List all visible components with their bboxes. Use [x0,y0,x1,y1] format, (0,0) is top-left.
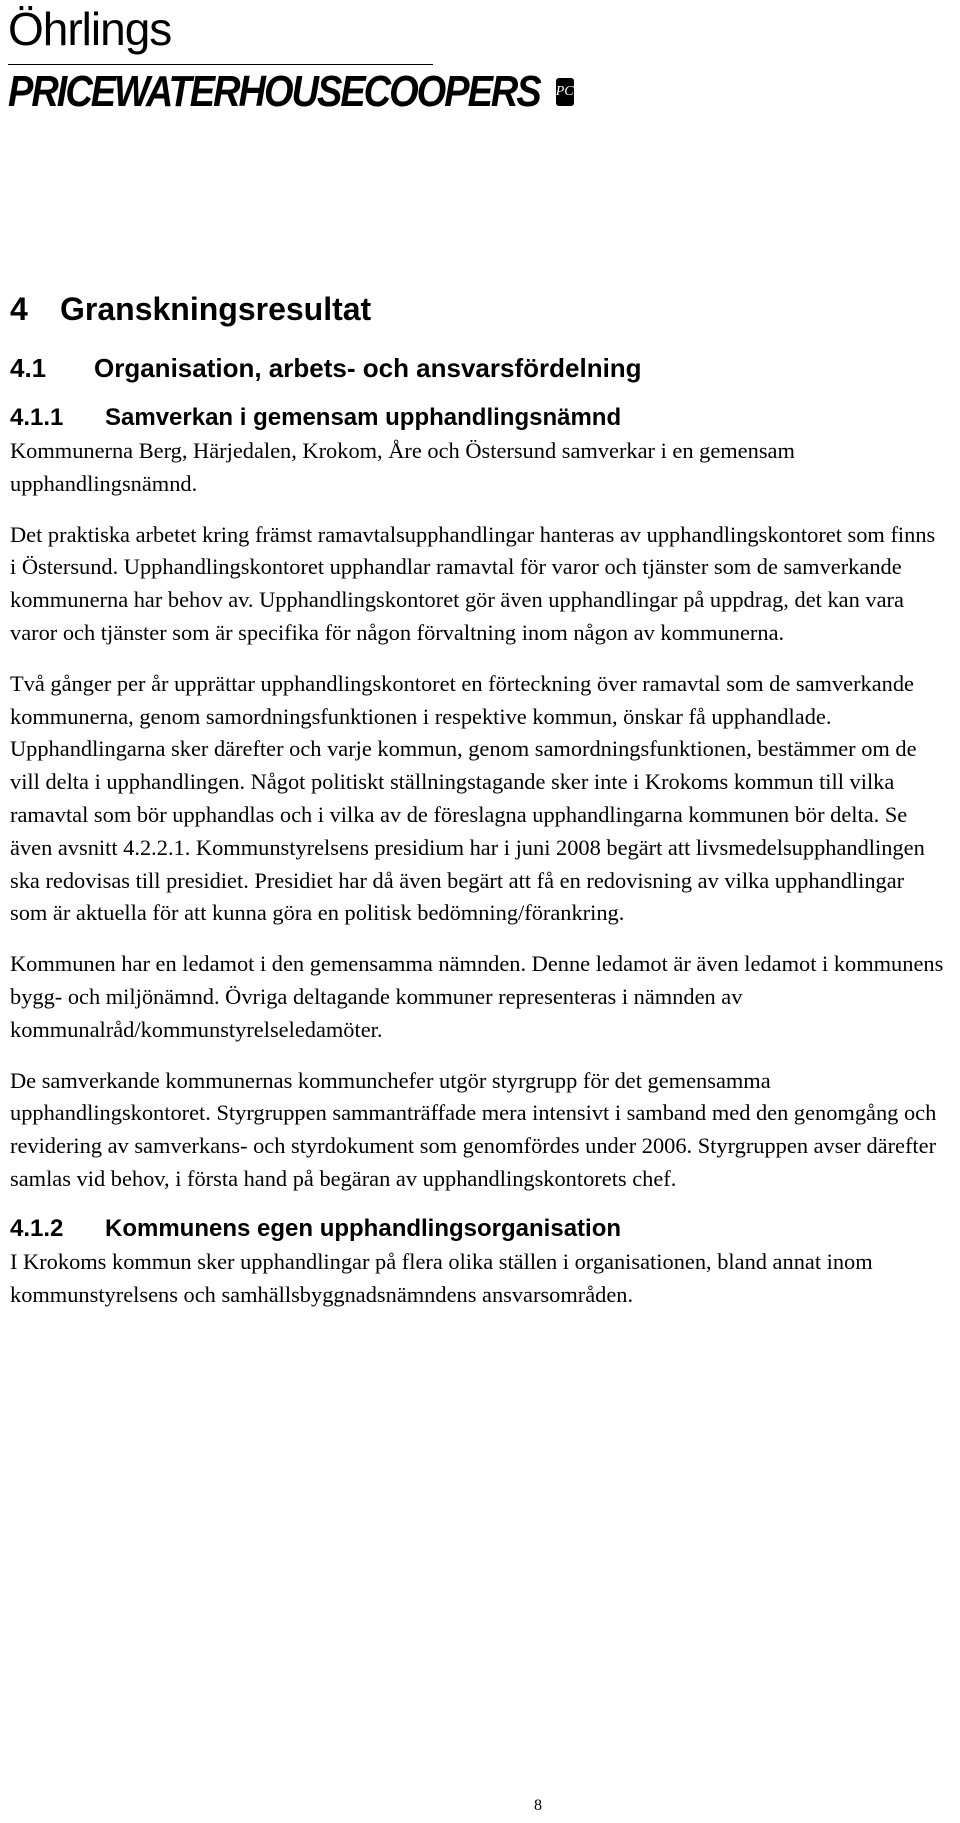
section-heading [10,352,945,384]
logo-ohrlings: Öhrlings [8,3,172,55]
subsection-title: Kommunens egen upphandlingsorganisation [105,1214,622,1242]
paragraph: Det praktiska arbetet kring främst ramavtalsupphandlingar hanteras av upphandlingskontoret som finns i Östersund. Upphandlingskontoret upphandlar ramavtal för varor och tjänster som de samverkande kommunerna har behov av. Upphandlingskontoret gör även upphandlingar på uppdrag, det kan vara varor och tjänster som är specifika för någon förvaltning inom någon av kommunerna. [10,521,936,645]
subsection-heading-4-1-2 [10,1214,945,1244]
section-title: Organisation, arbets- och ansvarsfördelning [94,353,642,383]
chapter-title: Granskningsresultat [60,291,372,327]
document-body [10,290,945,1329]
logo-seal-icon: PC [556,78,574,106]
logo-pwc-row [8,67,574,117]
paragraph: De samverkande kommunernas kommunchefer utgör styrgrupp för det gemensamma upphandlingskontoret. Styrgruppen sammanträffade mera intensivt i samband med den genomgång och revidering av samverkans- och styrdokument som genomfördes under 2006. Styrgruppen avser därefter samlas vid behov, i första hand på begäran av upphandlingskontorets chef. [10,1067,937,1191]
page-number: 8 [534,1797,542,1814]
section-number: 4.1 [10,353,47,383]
paragraph: Två gånger per år upprättar upphandlingskontoret en förteckning över ramavtal som de samverkande kommunerna, genom samordningsfunktionen i respektive kommun, önskar få upphandlade. Upphandlingarna sker därefter och varje kommun, genom samordningsfunktionen, bestämmer om de vill delta i upphandlingen. Något politiskt ställningstagande sker inte i Krokoms kommun till vilka ramavtal som bör upphandlas och i vilka av de föreslagna upphandlingarna kommunen bör delta. Se även avsnitt 4.2.2.1. Kommunstyrelsens presidium har i juni 2008 begärt att livsmedelsupphandlingen ska redovisas till presidiet. Presidiet har då även begärt att få en redovisning av vilka upphandlingar som är aktuella för att kunna göra en politisk bedömning/förankring. [10,670,925,926]
logo-pricewaterhousecoopers: PRICEWATERHOUSECOOPERS [8,67,540,117]
paragraph: Kommunerna Berg, Härjedalen, Krokom, Åre och Östersund samverkar i en gemensam upphandlingsnämnd. [10,438,795,496]
company-logo [8,3,574,117]
subsection-number: 4.1.2 [10,1214,64,1242]
logo-divider [8,64,433,65]
chapter-number: 4 [10,291,28,327]
subsection-number: 4.1.1 [10,404,64,431]
subsection-heading-4-1-1 [10,403,945,433]
chapter-heading [10,290,945,328]
subsection-title: Samverkan i gemensam upphandlingsnämnd [105,404,622,431]
paragraph: Kommunen har en ledamot i den gemensamma nämnden. Denne ledamot är även ledamot i kommunens bygg- och miljönämnd. Övriga deltagande kommuner representeras i nämnden av kommunalråd/kommunstyrelseledamöter. [10,951,944,1042]
paragraph: I Krokoms kommun sker upphandlingar på flera olika ställen i organisationen, bland annat inom kommunstyrelsens och samhällsbyggnadsnämndens ansvarsområden. [10,1248,873,1307]
